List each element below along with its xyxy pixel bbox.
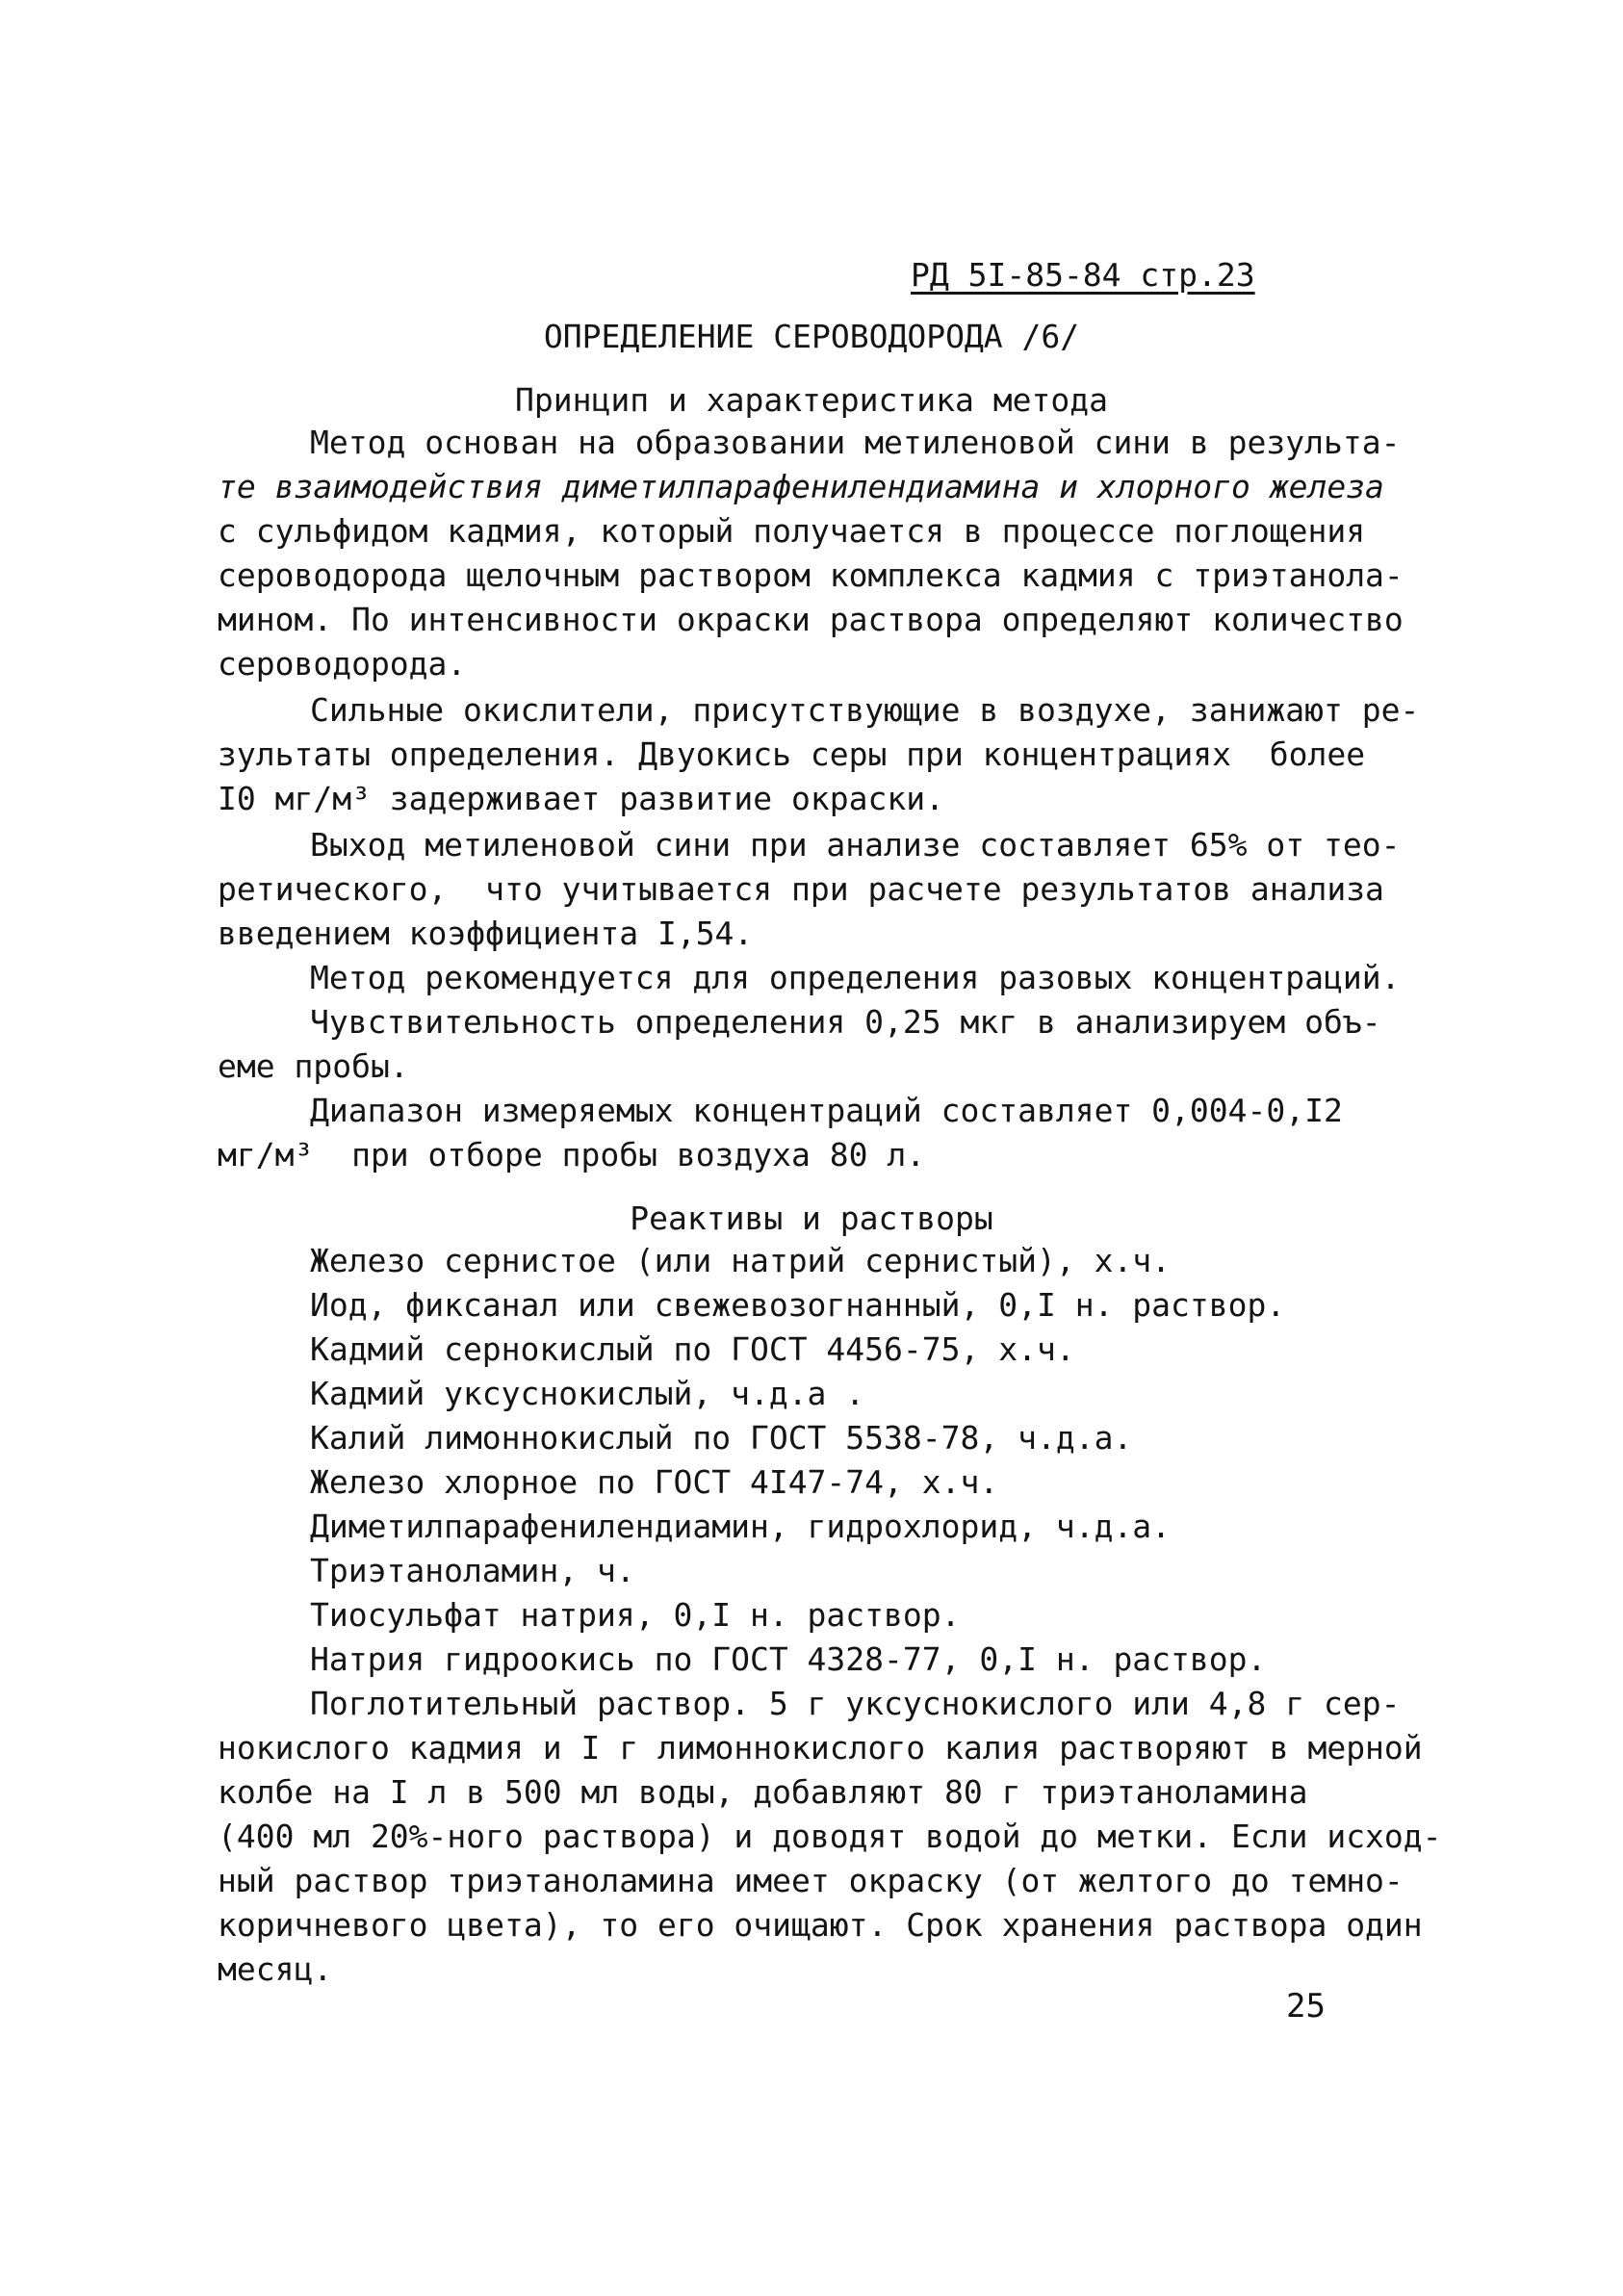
- reagent-line: Железо хлорное по ГОСТ 4I47-74, х.ч.: [310, 1463, 999, 1501]
- reagent-line: Триэтаноламин, ч.: [310, 1552, 635, 1589]
- reagent-line: нокислого кадмия и I г лимоннокислого калия растворяют в мерной: [218, 1729, 1423, 1767]
- text-line: введением коэффициента I,54.: [218, 915, 754, 952]
- text-line: мг/м³ при отборе пробы воздуха 80 л.: [218, 1136, 926, 1174]
- reagent-line: Железо сернистое (или натрий сернистый), х.ч.: [310, 1242, 1172, 1279]
- section-title: ОПРЕДЕЛЕНИЕ СЕРОВОДОРОДА /6/: [543, 318, 1080, 355]
- reagent-line: Диметилпарафенилендиамин, гидрохлорид, ч.д.а.: [310, 1508, 1172, 1545]
- text-line: Чувствительность определения 0,25 мкг в анализируем объ-: [310, 1003, 1381, 1041]
- text-line: зультаты определения. Двуокись серы при концентрациях более: [218, 735, 1366, 773]
- text-line: Метод рекомендуется для определения разовых концентраций.: [310, 959, 1401, 996]
- reagent-line: Поглотительный раствор. 5 г уксуснокислого или 4,8 г сер-: [310, 1685, 1401, 1722]
- reagent-line: Кадмий сернокислый по ГОСТ 4456-75, х.ч.: [310, 1330, 1075, 1368]
- reagent-line: месяц.: [218, 1950, 333, 1988]
- text-line: с сульфидом кадмия, который получается в процессе поглощения: [218, 512, 1366, 550]
- reagent-line: Кадмий уксуснокислый, ч.д.а .: [310, 1375, 865, 1412]
- text-line: I0 мг/м³ задерживает развитие окраски.: [218, 780, 944, 817]
- reagent-line: Калий лимоннокислый по ГОСТ 5538-78, ч.д.а.: [310, 1419, 1133, 1457]
- reagent-line: Тиосульфат натрия, 0,I н. раствор.: [310, 1596, 961, 1634]
- text-line: сероводорода.: [218, 645, 467, 683]
- subtitle-reagents: Реактивы и растворы: [630, 1200, 993, 1237]
- reagent-line: (400 мл 20%-ного раствора) и доводят водой до метки. Если исход-: [218, 1818, 1442, 1855]
- document-header: РД 5I-85-84 стр.23: [911, 256, 1255, 294]
- text-line: ретического, что учитывается при расчете результатов анализа: [218, 870, 1384, 908]
- reagent-line: ный раствор триэтаноламина имеет окраску (от желтого до темно-: [218, 1862, 1404, 1899]
- reagent-line: колбе на I л в 500 мл воды, добавляют 80 г триэтаноламина: [218, 1773, 1308, 1811]
- reagent-line: Натрия гидроокись по ГОСТ 4328-77, 0,I н. раствор.: [310, 1640, 1267, 1678]
- text-line: Выход метиленовой сини при анализе составляет 65% от тео-: [310, 826, 1401, 864]
- text-line: Метод основан на образовании метиленовой сини в результа-: [310, 424, 1401, 461]
- subtitle-principle: Принцип и характеристика метода: [515, 381, 1108, 419]
- text-line: сероводорода щелочным раствором комплекса кадмия с триэтанола-: [218, 556, 1404, 594]
- text-line: мином. По интенсивности окраски раствора определяют количество: [218, 601, 1404, 638]
- page-number: 25: [1286, 1987, 1326, 2025]
- text-line: те взаимодействия диметилпарафенилендиамина и хлорного железа: [218, 468, 1384, 505]
- text-line: Диапазон измеряемых концентраций составляет 0,004-0,I2: [310, 1092, 1343, 1129]
- text-line: еме пробы.: [218, 1047, 409, 1085]
- text-line: Сильные окислители, присутствующие в воздухе, занижают ре-: [310, 691, 1420, 729]
- reagent-line: коричневого цвета), то его очищают. Срок хранения раствора один: [218, 1906, 1423, 1944]
- reagent-line: Иод, фиксанал или свежевозогнанный, 0,I н. раствор.: [310, 1286, 1286, 1324]
